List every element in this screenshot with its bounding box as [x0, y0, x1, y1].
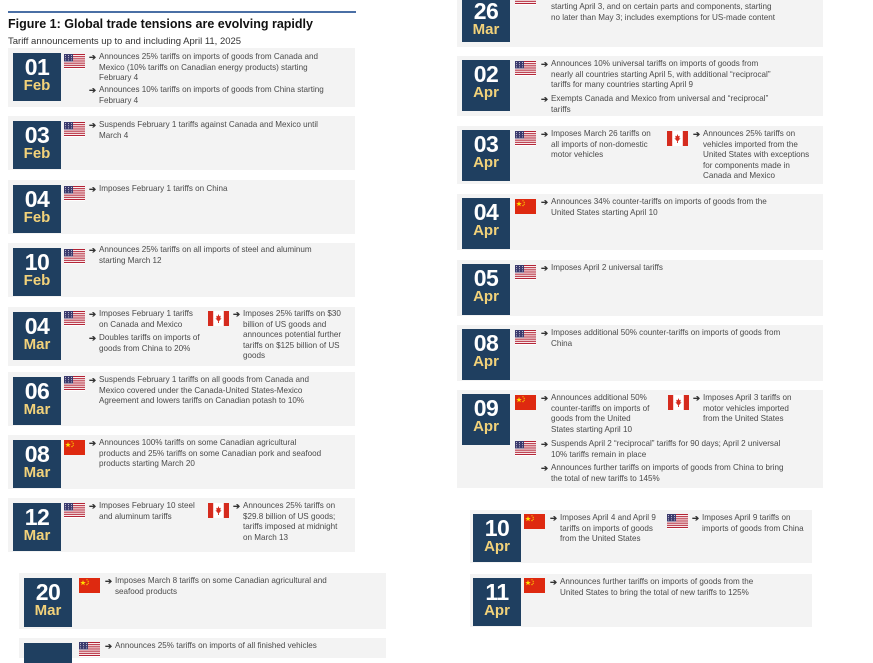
date-month: Apr — [484, 602, 510, 619]
announcement: ➔ Announces 25% tariffs on $29.8 billion of US goods; tariffs imposed at midnight on March 13 — [233, 501, 338, 542]
date-day: 04 — [24, 313, 50, 339]
date-day: 04 — [24, 186, 50, 212]
date-badge — [473, 514, 521, 562]
arrow-icon: ➔ — [693, 129, 701, 139]
date-badge — [24, 578, 72, 627]
arrow-icon: ➔ — [89, 309, 97, 319]
event-card — [457, 126, 823, 184]
event-card — [8, 498, 355, 552]
date-month: Apr — [473, 154, 499, 171]
event-card — [457, 390, 823, 488]
date-month: Feb — [23, 145, 51, 162]
arrow-icon: ➔ — [105, 576, 113, 586]
china-flag-icon — [64, 440, 85, 455]
event-card — [457, 325, 823, 381]
date-month: Mar — [23, 336, 51, 353]
date-badge — [13, 121, 61, 169]
date-month: Apr — [473, 418, 499, 435]
date-day: 03 — [24, 122, 50, 148]
event-card — [470, 510, 812, 563]
china-flag-icon — [515, 395, 536, 410]
date-badge — [462, 0, 510, 42]
announcement: ➔ Imposes April 9 tariffs on imports of goods from China — [692, 513, 804, 533]
event-card — [457, 56, 823, 116]
date-day: 02 — [473, 61, 499, 87]
arrow-icon: ➔ — [541, 439, 549, 449]
arrow-icon: ➔ — [541, 59, 549, 69]
announcement: ➔ Announces further tariffs on imports of goods from China to bring the total of new tariffs to 145% — [541, 463, 784, 483]
event-card — [457, 260, 823, 316]
us-flag-icon — [667, 514, 688, 529]
arrow-icon: ➔ — [89, 52, 97, 62]
arrow-icon: ➔ — [233, 501, 241, 511]
date-badge — [13, 440, 61, 488]
us-flag-icon — [64, 311, 85, 326]
arrow-icon: ➔ — [89, 501, 97, 511]
date-month: Apr — [473, 353, 499, 370]
date-month: Mar — [472, 21, 500, 38]
date-badge — [13, 53, 61, 101]
announcement: ➔ Announces 34% counter-tariffs on imports of goods from the United States starting April 10 — [541, 197, 767, 217]
announcement: ➔ Imposes April 4 and April 9 tariffs on imports of goods from the United States — [550, 513, 656, 543]
date-badge — [13, 185, 61, 233]
arrow-icon: ➔ — [89, 184, 97, 194]
arrow-icon: ➔ — [692, 513, 700, 523]
arrow-icon: ➔ — [541, 197, 549, 207]
arrow-icon: ➔ — [693, 393, 701, 403]
event-card — [19, 638, 386, 658]
announcement: ➔ Announces additional 50% counter-tariffs on imports of goods from the United States starting April 10 — [541, 393, 650, 434]
date-badge — [462, 198, 510, 249]
us-flag-icon — [79, 642, 100, 657]
event-card — [8, 243, 355, 297]
arrow-icon: ➔ — [89, 85, 97, 95]
date-badge — [462, 394, 510, 445]
date-day: 20 — [35, 579, 61, 605]
arrow-icon: ➔ — [541, 129, 549, 139]
event-card — [19, 573, 386, 629]
date-day: 03 — [473, 131, 499, 157]
announcement: ➔ Imposes February 1 tariffs on China — [89, 184, 228, 194]
canada-flag-icon — [667, 131, 688, 146]
arrow-icon: ➔ — [105, 641, 113, 651]
date-badge — [13, 248, 61, 296]
event-card — [470, 574, 812, 627]
date-day: 06 — [24, 378, 50, 404]
china-flag-icon — [515, 199, 536, 214]
arrow-icon: ➔ — [89, 120, 97, 130]
date-badge — [462, 130, 510, 181]
arrow-icon: ➔ — [550, 513, 558, 523]
date-month: Feb — [23, 77, 51, 94]
date-day: 08 — [473, 330, 499, 356]
us-flag-icon — [64, 503, 85, 518]
us-flag-icon — [515, 265, 536, 280]
announcement: ➔ Announces 25% tariffs on imports of all finished vehicles — [105, 641, 317, 651]
event-card — [8, 372, 355, 426]
us-flag-icon — [515, 330, 536, 345]
announcement: ➔ Exempts Canada and Mexico from universal and “reciprocal” tariffs — [541, 94, 769, 114]
arrow-icon: ➔ — [541, 328, 549, 338]
announcement: ➔ Suspends February 1 tariffs on all goods from Canada and Mexico covered under the Canada-United States-Mexico Agreement and lowers tariffs on Canadian potash to 10% — [89, 375, 309, 405]
arrow-icon: ➔ — [233, 309, 241, 319]
date-day: 10 — [24, 249, 50, 275]
us-flag-icon — [64, 54, 85, 69]
event-card — [8, 48, 355, 107]
event-card — [8, 180, 355, 234]
announcement: ➔ Announces 25% tariffs on vehicles imported from the United States with exceptions for components made in Canada and Mexico — [693, 129, 810, 180]
announcement: ➔ Announces 100% tariffs on some Canadian agricultural products and 25% tariffs on some Canadian pork and seafood products starting March 20 — [89, 438, 322, 468]
announcement: ➔ Doubles tariffs on imports of goods from China to 20% — [89, 333, 200, 353]
arrow-icon: ➔ — [541, 463, 549, 473]
arrow-icon: ➔ — [541, 94, 549, 104]
china-flag-icon — [79, 578, 100, 593]
date-badge — [473, 578, 521, 626]
us-flag-icon — [64, 186, 85, 201]
announcement: starting April 3, and on certain parts and components, starting no later than May 3; includes exemptions for US-made content — [551, 2, 776, 22]
date-day: 08 — [24, 441, 50, 467]
us-flag-icon — [515, 131, 536, 146]
date-badge — [462, 264, 510, 315]
announcement: ➔ Imposes April 2 universal tariffs — [541, 263, 663, 273]
arrow-icon: ➔ — [89, 245, 97, 255]
canada-flag-icon — [668, 395, 689, 410]
arrow-icon: ➔ — [89, 438, 97, 448]
date-month: Apr — [473, 288, 499, 305]
event-card — [8, 435, 355, 489]
figure-subtitle: Tariff announcements up to and including April 11, 2025 — [8, 36, 242, 47]
event-card — [457, 194, 823, 250]
canada-flag-icon — [208, 503, 229, 518]
date-badge — [462, 329, 510, 380]
arrow-icon: ➔ — [541, 393, 549, 403]
date-badge — [13, 377, 61, 425]
announcement: ➔ Imposes additional 50% counter-tariffs on imports of goods from China — [541, 328, 781, 348]
announcement: ➔ Imposes February 1 tariffs on Canada and Mexico — [89, 309, 193, 329]
announcement: ➔ Announces 25% tariffs on all imports of steel and aluminum starting March 12 — [89, 245, 312, 265]
date-month: Mar — [23, 401, 51, 418]
date-month: Feb — [23, 209, 51, 226]
canada-flag-icon — [208, 311, 229, 326]
date-month: Feb — [23, 272, 51, 289]
announcement: ➔ Announces 10% universal tariffs on imports of goods from nearly all countries starting April 5, with additional “reciprocal” tariffs for many countries starting April 9 — [541, 59, 771, 89]
announcement: ➔ Imposes March 8 tariffs on some Canadian agricultural and seafood products — [105, 576, 327, 596]
announcement: ➔ Imposes March 26 tariffs on all imports of non-domestic motor vehicles — [541, 129, 651, 159]
event-card — [8, 307, 355, 366]
event-card — [8, 116, 355, 170]
date-badge — [24, 643, 72, 663]
announcement: ➔ Imposes February 10 steel and aluminum tariffs — [89, 501, 195, 521]
us-flag-icon — [64, 122, 85, 137]
us-flag-icon — [64, 376, 85, 391]
announcement: ➔ Announces 10% tariffs on imports of goods from China starting February 4 — [89, 85, 324, 105]
date-month: Mar — [23, 464, 51, 481]
arrow-icon: ➔ — [89, 375, 97, 385]
announcement: ➔ Suspends February 1 tariffs against Canada and Mexico until March 4 — [89, 120, 318, 140]
date-day: 12 — [24, 504, 50, 530]
announcement: ➔ Suspends April 2 “reciprocal” tariffs for 90 days; April 2 universal 10% tariffs remain in place — [541, 439, 781, 459]
date-day: 05 — [473, 265, 499, 291]
us-flag-icon — [64, 249, 85, 264]
announcement: ➔ Announces 25% tariffs on imports of goods from Canada and Mexico (10% tariffs on Canadian energy products) starting February 4 — [89, 52, 318, 82]
date-day: 04 — [473, 199, 499, 225]
announcement: ➔ Announces further tariffs on imports of goods from the United States to bring the total of new tariffs to 125% — [550, 577, 754, 597]
arrow-icon: ➔ — [550, 577, 558, 587]
date-month: Apr — [484, 538, 510, 555]
date-day: 11 — [485, 579, 509, 605]
figure-title: Figure 1: Global trade tensions are evolving rapidly — [8, 17, 313, 31]
date-day: 10 — [484, 515, 510, 541]
date-day: 26 — [473, 0, 499, 24]
us-flag-icon — [515, 61, 536, 76]
china-flag-icon — [524, 578, 545, 593]
us-flag-icon — [515, 0, 536, 5]
date-day: 01 — [24, 54, 50, 80]
arrow-icon: ➔ — [541, 263, 549, 273]
date-badge — [13, 312, 61, 360]
date-month: Mar — [34, 602, 62, 619]
date-badge — [13, 503, 61, 551]
china-flag-icon — [524, 514, 545, 529]
date-month: Mar — [23, 527, 51, 544]
arrow-icon: ➔ — [89, 333, 97, 343]
event-card — [457, 0, 823, 47]
announcement: ➔ Imposes April 3 tariffs on motor vehicles imported from the United States — [693, 393, 792, 423]
date-badge — [462, 60, 510, 111]
date-day: 09 — [473, 395, 499, 421]
date-month: Apr — [473, 84, 499, 101]
title-rule — [8, 11, 356, 13]
date-month: Apr — [473, 222, 499, 239]
announcement: ➔ Imposes 25% tariffs on $30 billion of US goods and announces potential further tariffs on $125 billion of US goods — [233, 309, 342, 360]
us-flag-icon — [515, 441, 536, 456]
